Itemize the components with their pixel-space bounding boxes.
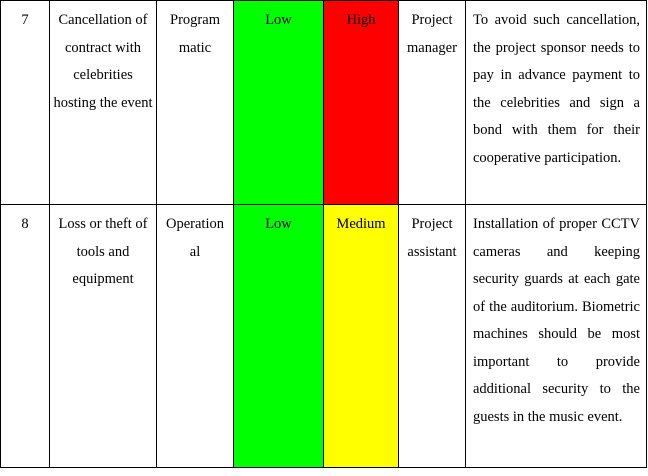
row-number: 7 [21, 12, 29, 28]
row-number-cell [1, 1, 50, 205]
risk-cell [50, 205, 157, 468]
mitigation-text: To avoid such cancellation, the project sponsor needs to pay in advance payment to the celebrities and sign a bond with them for their cooperative participation. [473, 12, 640, 166]
table-row [1, 1, 647, 205]
category-cell [157, 1, 234, 205]
risk-cell [50, 1, 157, 205]
impact-value: Medium [336, 216, 386, 232]
impact-cell [324, 205, 399, 468]
table-row [1, 205, 647, 468]
row-number: 8 [21, 216, 29, 232]
risk-owner: Project manager [407, 12, 457, 56]
risk-description: Loss or theft of tools and equipment [58, 216, 148, 287]
risk-description: Cancellation of contract with celebrities hosting the event [53, 12, 153, 111]
mitigation-cell [466, 1, 647, 205]
probability-value: Low [265, 216, 292, 232]
probability-cell [234, 1, 324, 205]
risk-category: Program matic [170, 12, 220, 56]
mitigation-text: Installation of proper CCTV cameras and keeping security guards at each gate of the auditorium. Biometric machines should be most important to provide additional security to the guests in the music event. [473, 216, 640, 425]
impact-value: High [346, 12, 376, 28]
owner-cell [399, 1, 466, 205]
row-number-cell [1, 205, 50, 468]
mitigation-cell [466, 205, 647, 468]
risk-category: Operation al [166, 216, 224, 260]
impact-cell [324, 1, 399, 205]
risk-owner: Project assistant [407, 216, 457, 260]
probability-cell [234, 205, 324, 468]
probability-value: Low [265, 12, 292, 28]
category-cell [157, 205, 234, 468]
owner-cell [399, 205, 466, 468]
